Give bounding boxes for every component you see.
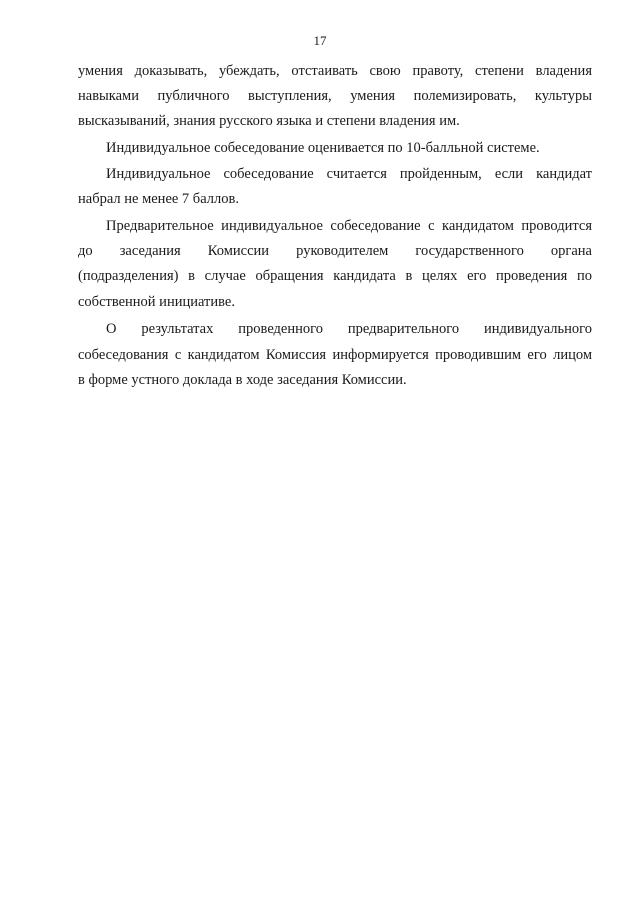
text-line: Предварительное индивидуальное собеседование с кандидатом проводится: [106, 218, 592, 234]
text-line: Индивидуальное собеседование оценивается по 10-балльной системе.: [106, 140, 540, 156]
text-line: О результатах проведенного предварительного индивидуального: [106, 321, 592, 337]
page-number: 17: [313, 33, 327, 48]
text-line: (подразделения) в случае обращения кандидата в целях его проведения по: [78, 268, 592, 284]
text-line: собеседования с кандидатом Комиссия информируется проводившим его лицом: [78, 347, 592, 363]
text-line: умения доказывать, убеждать, отстаивать свою правоту, степени владения: [78, 63, 592, 79]
text-line: набрал не менее 7 баллов.: [78, 191, 239, 207]
text-line: Индивидуальное собеседование считается пройденным, если кандидат: [106, 166, 592, 182]
text-line: собственной инициативе.: [78, 294, 235, 310]
text-line: до заседания Комиссии руководителем государственного органа: [78, 243, 592, 259]
text-line: в форме устного доклада в ходе заседания Комиссии.: [78, 372, 407, 388]
text-line: высказываний, знания русского языка и степени владения им.: [78, 113, 460, 129]
text-line: навыками публичного выступления, умения полемизировать, культуры: [78, 88, 592, 104]
